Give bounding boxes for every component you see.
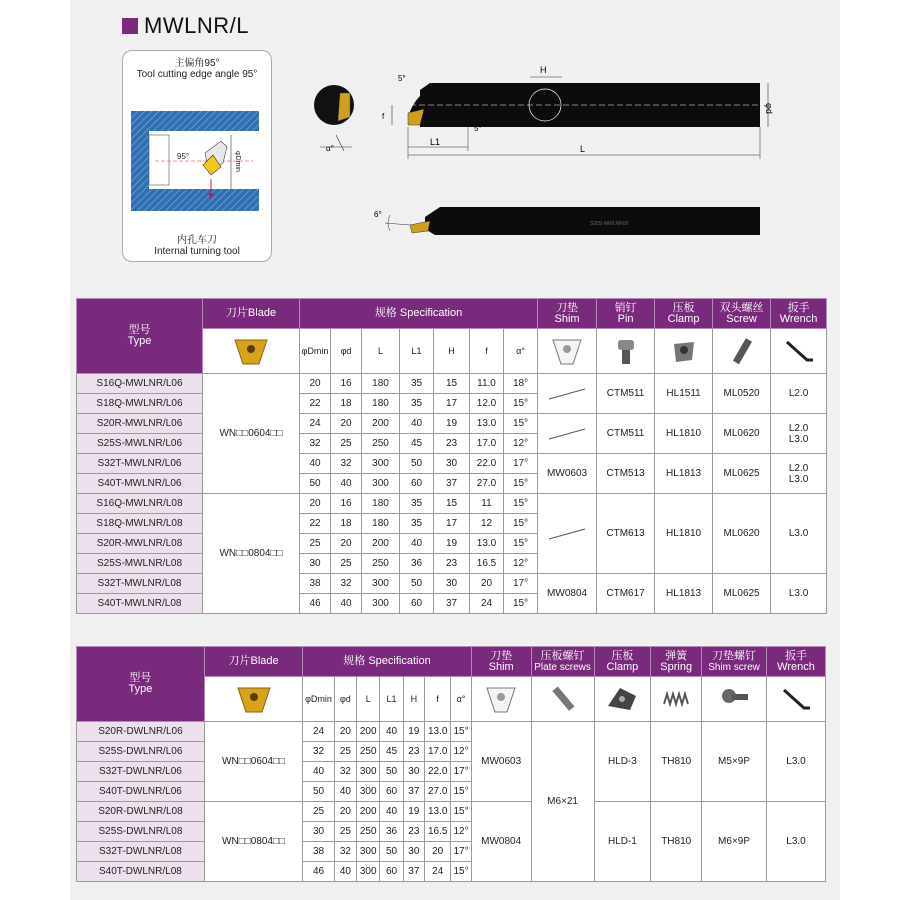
pin-cell: CTM513 xyxy=(597,454,655,494)
hex-wrench-icon xyxy=(778,682,814,716)
blade-insert-picture-2 xyxy=(204,677,302,722)
spec-cell: 24 xyxy=(425,862,451,882)
spec-cell: 60 xyxy=(380,862,403,882)
clamp-icon xyxy=(666,334,702,368)
pin-cell: CTM511 xyxy=(597,374,655,414)
dash-mark xyxy=(547,527,587,541)
hex-wrench-icon xyxy=(781,334,817,368)
spec-cell: 13.0 xyxy=(425,722,451,742)
spec-cell: 300 xyxy=(362,594,400,614)
spec-cell: 180 xyxy=(362,514,400,534)
pin-cell: CTM617 xyxy=(597,574,655,614)
clamp-cell: HL1813 xyxy=(655,454,713,494)
clamp-cell: HLD-3 xyxy=(594,722,651,802)
spec-cell: 17 xyxy=(434,394,470,414)
col-alpha-2: α° xyxy=(451,677,471,722)
spec-cell: 300 xyxy=(362,474,400,494)
spec-cell: 20 xyxy=(470,574,504,594)
spec-cell: 180 xyxy=(362,494,400,514)
spec-cell: 32 xyxy=(334,762,356,782)
spec-cell: 12° xyxy=(504,554,538,574)
type-cell: S25S-MWLNR/L06 xyxy=(77,434,203,454)
spec-cell: 17° xyxy=(451,842,471,862)
type-cell: S25S-MWLNR/L08 xyxy=(77,554,203,574)
type-cell: S25S-DWLNR/L08 xyxy=(77,822,205,842)
spec-cell: 25 xyxy=(331,434,362,454)
spec-cell: 23 xyxy=(434,554,470,574)
spec-cell: 35 xyxy=(400,394,434,414)
shim-screw-cell: M6×9P xyxy=(702,802,767,882)
shim-cell: MW0804 xyxy=(538,574,597,614)
shim-screw-picture xyxy=(702,677,767,722)
col-dmin: φDmin xyxy=(300,329,331,374)
shim-icon xyxy=(549,334,585,368)
spec-cell: 13.0 xyxy=(470,534,504,554)
spec-cell: 200 xyxy=(362,534,400,554)
bore-diagram xyxy=(123,83,271,233)
blade-code-06: WN□□0604□□ xyxy=(203,374,300,494)
spec-cell: 46 xyxy=(300,594,331,614)
spec-cell: 20 xyxy=(300,494,331,514)
blade-code-08: WN□□0804□□ xyxy=(204,802,302,882)
type-cell: S20R-DWLNR/L06 xyxy=(77,722,205,742)
spec-cell: 300 xyxy=(357,842,380,862)
shim-cell xyxy=(538,374,597,414)
spec-cell: 15° xyxy=(504,414,538,434)
spec-cell: 17 xyxy=(434,514,470,534)
spec-cell: 37 xyxy=(403,782,424,802)
inset-title-en: Tool cutting edge angle 95° xyxy=(136,69,258,80)
plate-screw-header: 压板螺钉 Plate screws xyxy=(531,647,594,677)
spring-cell: TH810 xyxy=(651,802,702,882)
spec-cell: 12 xyxy=(470,514,504,534)
shim-header: 刀垫 Shim xyxy=(538,299,597,329)
table-row xyxy=(77,494,827,514)
blade-insert-picture xyxy=(203,329,300,374)
col-d: φd xyxy=(331,329,362,374)
inset-title-zh: 主偏角95° xyxy=(174,58,220,69)
spec-cell: 250 xyxy=(362,554,400,574)
spec-cell: 40 xyxy=(300,454,331,474)
blade-header-2: 刀片Blade xyxy=(204,647,302,677)
dim-L: L xyxy=(580,144,586,154)
inset-angle-label: 95° xyxy=(177,152,190,161)
spec-cell: 40 xyxy=(331,474,362,494)
angle-5-bottom: 5° xyxy=(474,124,482,133)
spec-cell: 200 xyxy=(357,722,380,742)
spec-cell: 25 xyxy=(300,534,331,554)
spec-cell: 13.0 xyxy=(470,414,504,434)
screw-cell: ML0625 xyxy=(713,454,771,494)
type-cell: S16Q-MWLNR/L06 xyxy=(77,374,203,394)
spec-cell: 32 xyxy=(334,842,356,862)
type-cell: S20R-MWLNR/L06 xyxy=(77,414,203,434)
spec-cell: 35 xyxy=(400,514,434,534)
angle-5-top: 5° xyxy=(398,74,406,83)
wrench-value: L2.0 xyxy=(788,462,809,474)
spec-cell: 16 xyxy=(331,374,362,394)
spec-cell: 20 xyxy=(331,534,362,554)
type-cell: S32T-DWLNR/L08 xyxy=(77,842,205,862)
spec-cell: 18° xyxy=(504,374,538,394)
spec-cell: 40 xyxy=(303,762,334,782)
pin-picture xyxy=(597,329,655,374)
spec-cell: 15° xyxy=(451,722,471,742)
col-H-2: H xyxy=(403,677,424,722)
page-title xyxy=(122,12,249,40)
screw-cell: ML0520 xyxy=(713,374,771,414)
spec-cell: 23 xyxy=(403,822,424,842)
spec-cell: 24 xyxy=(303,722,334,742)
spec-cell: 25 xyxy=(331,554,362,574)
clamp-cell: HLD-1 xyxy=(594,802,651,882)
type-header: 型号 Type xyxy=(77,299,203,374)
spec-cell: 30 xyxy=(300,554,331,574)
spec-cell: 17.0 xyxy=(425,742,451,762)
spring-cell: TH810 xyxy=(651,722,702,802)
pin-header: 销钉 Pin xyxy=(597,299,655,329)
shim-screw-icon xyxy=(716,682,752,716)
spec-cell: 32 xyxy=(303,742,334,762)
spec-cell: 22.0 xyxy=(470,454,504,474)
wrench-cell: L3.0 xyxy=(767,802,826,882)
shim-screw-header: 刀垫螺钉 Shim screw xyxy=(702,647,767,677)
wrench-picture xyxy=(771,329,827,374)
tool-insert-side xyxy=(410,221,430,233)
spec-cell: 19 xyxy=(403,802,424,822)
spec-cell: 15° xyxy=(504,514,538,534)
spec-cell: 60 xyxy=(400,474,434,494)
pin-icon xyxy=(608,334,644,368)
wrench-value: L2.0 xyxy=(788,422,809,434)
wrench-value: L3.0 xyxy=(788,433,809,445)
shim-cell: MW0603 xyxy=(471,722,531,802)
clamp-header: 压板 Clamp xyxy=(655,299,713,329)
clamp-picture xyxy=(655,329,713,374)
spec-cell: 40 xyxy=(400,414,434,434)
spring-header: 弹簧 Spring xyxy=(651,647,702,677)
spec-cell: 60 xyxy=(400,594,434,614)
spec-cell: 15° xyxy=(451,802,471,822)
trigon-insert-icon xyxy=(234,682,274,716)
spec-cell: 180 xyxy=(362,374,400,394)
spec-cell: 16.5 xyxy=(425,822,451,842)
shim-picture xyxy=(538,329,597,374)
shim-cell: MW0603 xyxy=(538,454,597,494)
col-f-2: f xyxy=(425,677,451,722)
spec-cell: 24 xyxy=(470,594,504,614)
spec-cell: 27.0 xyxy=(470,474,504,494)
spec-cell: 300 xyxy=(357,862,380,882)
spec-cell: 16 xyxy=(331,494,362,514)
shim-cell xyxy=(538,494,597,574)
wrench-cell: L3.0 xyxy=(771,494,827,574)
spec-cell: 23 xyxy=(434,434,470,454)
spec-cell: 15 xyxy=(434,494,470,514)
col-L1-2: L1 xyxy=(380,677,403,722)
col-alpha: α° xyxy=(504,329,538,374)
table-row xyxy=(77,574,827,594)
spec-cell: 32 xyxy=(331,574,362,594)
spec-cell: 18 xyxy=(331,394,362,414)
clamp-icon xyxy=(604,682,640,716)
spec-cell: 15° xyxy=(451,782,471,802)
spec-cell: 40 xyxy=(334,782,356,802)
spec-cell: 20 xyxy=(425,842,451,862)
dwlnr-spec-table xyxy=(76,646,826,882)
spec-cell: 35 xyxy=(400,374,434,394)
spec-cell: 37 xyxy=(403,862,424,882)
wrench-cell xyxy=(771,454,827,494)
spec-cell: 38 xyxy=(303,842,334,862)
type-cell: S20R-DWLNR/L08 xyxy=(77,802,205,822)
type-header-2: 型号 Type xyxy=(77,647,205,722)
spec-cell: 15 xyxy=(434,374,470,394)
table-row xyxy=(77,414,827,434)
spec-cell: 18 xyxy=(331,514,362,534)
spec-cell: 15° xyxy=(504,534,538,554)
screw-cell: ML0620 xyxy=(713,414,771,454)
clamp-cell: HL1810 xyxy=(655,414,713,454)
wrench-cell: L2.0 xyxy=(771,374,827,414)
blade-code-08: WN□□0804□□ xyxy=(203,494,300,614)
angle-6-label: 6° xyxy=(374,210,382,219)
blade-code-06: WN□□0604□□ xyxy=(204,722,302,802)
type-cell: S18Q-MWLNR/L06 xyxy=(77,394,203,414)
table-row xyxy=(77,722,826,742)
screw-icon xyxy=(724,334,760,368)
spring-icon xyxy=(658,682,694,716)
bar-marking: S20S-MWLNR06 xyxy=(590,221,629,227)
spec-cell: 12° xyxy=(504,434,538,454)
shim-header-2: 刀垫 Shim xyxy=(471,647,531,677)
col-L: L xyxy=(362,329,400,374)
clamp-picture-2 xyxy=(594,677,651,722)
spec-cell: 200 xyxy=(362,414,400,434)
dim-L1: L1 xyxy=(430,137,441,147)
spec-cell: 50 xyxy=(400,454,434,474)
type-cell: S20R-MWLNR/L08 xyxy=(77,534,203,554)
type-cell: S40T-DWLNR/L06 xyxy=(77,782,205,802)
shim-icon xyxy=(483,682,519,716)
plate-screw-icon xyxy=(545,682,581,716)
spec-cell: 37 xyxy=(434,474,470,494)
spec-cell: 30 xyxy=(303,822,334,842)
spec-cell: 250 xyxy=(357,742,380,762)
spring-picture xyxy=(651,677,702,722)
spec-cell: 45 xyxy=(400,434,434,454)
spec-cell: 17.0 xyxy=(470,434,504,454)
col-H: H xyxy=(434,329,470,374)
clamp-cell: HL1511 xyxy=(655,374,713,414)
spec-cell: 40 xyxy=(380,802,403,822)
spec-header-2: 规格 Specification xyxy=(303,647,471,677)
table-row xyxy=(77,802,826,822)
spec-cell: 15° xyxy=(504,394,538,414)
type-cell: S40T-MWLNR/L06 xyxy=(77,474,203,494)
spec-cell: 17° xyxy=(504,574,538,594)
spec-header: 规格 Specification xyxy=(300,299,538,329)
spec-cell: 19 xyxy=(434,534,470,554)
spec-cell: 36 xyxy=(380,822,403,842)
spec-cell: 20 xyxy=(334,722,356,742)
spec-cell: 22 xyxy=(300,514,331,534)
spec-cell: 19 xyxy=(403,722,424,742)
dim-d: φd xyxy=(764,103,774,114)
spec-cell: 300 xyxy=(362,454,400,474)
spec-cell: 32 xyxy=(331,454,362,474)
pin-cell: CTM511 xyxy=(597,414,655,454)
spec-cell: 23 xyxy=(403,742,424,762)
spec-cell: 19 xyxy=(434,414,470,434)
col-L1: L1 xyxy=(400,329,434,374)
screw-cell: ML0625 xyxy=(713,574,771,614)
trigon-insert-icon xyxy=(231,334,271,368)
wrench-cell xyxy=(771,414,827,454)
wrench-picture-2 xyxy=(767,677,826,722)
spec-cell: 40 xyxy=(334,862,356,882)
spec-cell: 17° xyxy=(451,762,471,782)
spec-cell: 36 xyxy=(400,554,434,574)
spec-cell: 60 xyxy=(380,782,403,802)
wrench-header-2: 扳手 Wrench xyxy=(767,647,826,677)
shim-screw-cell: M5×9P xyxy=(702,722,767,802)
spec-cell: 250 xyxy=(357,822,380,842)
shim-cell xyxy=(538,414,597,454)
type-cell: S16Q-MWLNR/L08 xyxy=(77,494,203,514)
spec-cell: 300 xyxy=(357,782,380,802)
spec-cell: 45 xyxy=(380,742,403,762)
spec-cell: 180 xyxy=(362,394,400,414)
spec-cell: 32 xyxy=(300,434,331,454)
spec-cell: 50 xyxy=(400,574,434,594)
shim-picture-2 xyxy=(471,677,531,722)
blade-header: 刀片Blade xyxy=(203,299,300,329)
spec-cell: 20 xyxy=(331,414,362,434)
spec-cell: 40 xyxy=(400,534,434,554)
title-square-icon xyxy=(122,18,138,34)
spec-cell: 22 xyxy=(300,394,331,414)
spec-cell: 30 xyxy=(403,762,424,782)
spec-cell: 22.0 xyxy=(425,762,451,782)
spec-cell: 40 xyxy=(331,594,362,614)
spec-cell: 17° xyxy=(504,454,538,474)
wrench-cell: L3.0 xyxy=(771,574,827,614)
angle-diagram-panel xyxy=(122,50,272,262)
dash-mark xyxy=(547,427,587,441)
spec-cell: 15° xyxy=(504,494,538,514)
spec-cell: 30 xyxy=(434,454,470,474)
spec-cell: 50 xyxy=(303,782,334,802)
wrench-header: 扳手 Wrench xyxy=(771,299,827,329)
spec-cell: 12° xyxy=(451,742,471,762)
spec-cell: 11.0 xyxy=(470,374,504,394)
pin-cell: CTM613 xyxy=(597,494,655,574)
spec-cell: 25 xyxy=(334,822,356,842)
shim-cell: MW0804 xyxy=(471,802,531,882)
type-cell: S18Q-MWLNR/L08 xyxy=(77,514,203,534)
type-cell: S40T-MWLNR/L08 xyxy=(77,594,203,614)
spec-cell: 200 xyxy=(357,802,380,822)
table-row xyxy=(77,374,827,394)
spec-cell: 15° xyxy=(504,474,538,494)
inset-dmin-label: φDmin xyxy=(234,151,241,172)
col-dmin-2: φDmin xyxy=(303,677,334,722)
spec-cell: 16.5 xyxy=(470,554,504,574)
col-L-2: L xyxy=(357,677,380,722)
col-f: f xyxy=(470,329,504,374)
type-cell: S40T-DWLNR/L08 xyxy=(77,862,205,882)
spec-cell: 50 xyxy=(380,842,403,862)
inset-caption-zh: 内孔车刀 xyxy=(177,235,217,246)
screw-header: 双头螺丝 Screw xyxy=(713,299,771,329)
inset-caption-en: Internal turning tool xyxy=(154,246,240,257)
title-text: MWLNR/L xyxy=(144,13,249,38)
spec-cell: 50 xyxy=(380,762,403,782)
clamp-header-2: 压板 Clamp xyxy=(594,647,651,677)
spec-cell: 12.0 xyxy=(470,394,504,414)
mwlnr-spec-table xyxy=(76,298,827,614)
spec-cell: 30 xyxy=(403,842,424,862)
spec-cell: 46 xyxy=(303,862,334,882)
plate-screw-cell: M6×21 xyxy=(531,722,594,882)
type-cell: S25S-DWLNR/L06 xyxy=(77,742,205,762)
spec-cell: 300 xyxy=(357,762,380,782)
spec-cell: 11 xyxy=(470,494,504,514)
screw-picture xyxy=(713,329,771,374)
spec-cell: 40 xyxy=(380,722,403,742)
clamp-cell: HL1813 xyxy=(655,574,713,614)
screw-cell: ML0620 xyxy=(713,494,771,574)
type-cell: S32T-MWLNR/L08 xyxy=(77,574,203,594)
wrench-value: L3.0 xyxy=(788,473,809,485)
spec-cell: 24 xyxy=(300,414,331,434)
spec-cell: 50 xyxy=(300,474,331,494)
spec-cell: 25 xyxy=(334,742,356,762)
dash-mark xyxy=(547,387,587,401)
spec-cell: 15° xyxy=(504,594,538,614)
dim-H: H xyxy=(540,65,547,75)
wrench-cell: L3.0 xyxy=(767,722,826,802)
spec-cell: 15° xyxy=(451,862,471,882)
type-cell: S32T-MWLNR/L06 xyxy=(77,454,203,474)
spec-cell: 20 xyxy=(300,374,331,394)
spec-cell: 25 xyxy=(303,802,334,822)
type-cell: S32T-DWLNR/L06 xyxy=(77,762,205,782)
alpha-angle-label: α° xyxy=(326,144,334,153)
dim-f: f xyxy=(382,112,385,121)
spec-cell: 300 xyxy=(362,574,400,594)
spec-cell: 37 xyxy=(434,594,470,614)
spec-cell: 13.0 xyxy=(425,802,451,822)
spec-cell: 30 xyxy=(434,574,470,594)
spec-cell: 35 xyxy=(400,494,434,514)
spec-cell: 20 xyxy=(334,802,356,822)
col-d-2: φd xyxy=(334,677,356,722)
spec-cell: 38 xyxy=(300,574,331,594)
spec-cell: 12° xyxy=(451,822,471,842)
clamp-cell: HL1810 xyxy=(655,494,713,574)
spec-cell: 27.0 xyxy=(425,782,451,802)
tool-drawing xyxy=(290,55,790,275)
spec-cell: 250 xyxy=(362,434,400,454)
plate-screw-picture xyxy=(531,677,594,722)
table-row xyxy=(77,454,827,474)
